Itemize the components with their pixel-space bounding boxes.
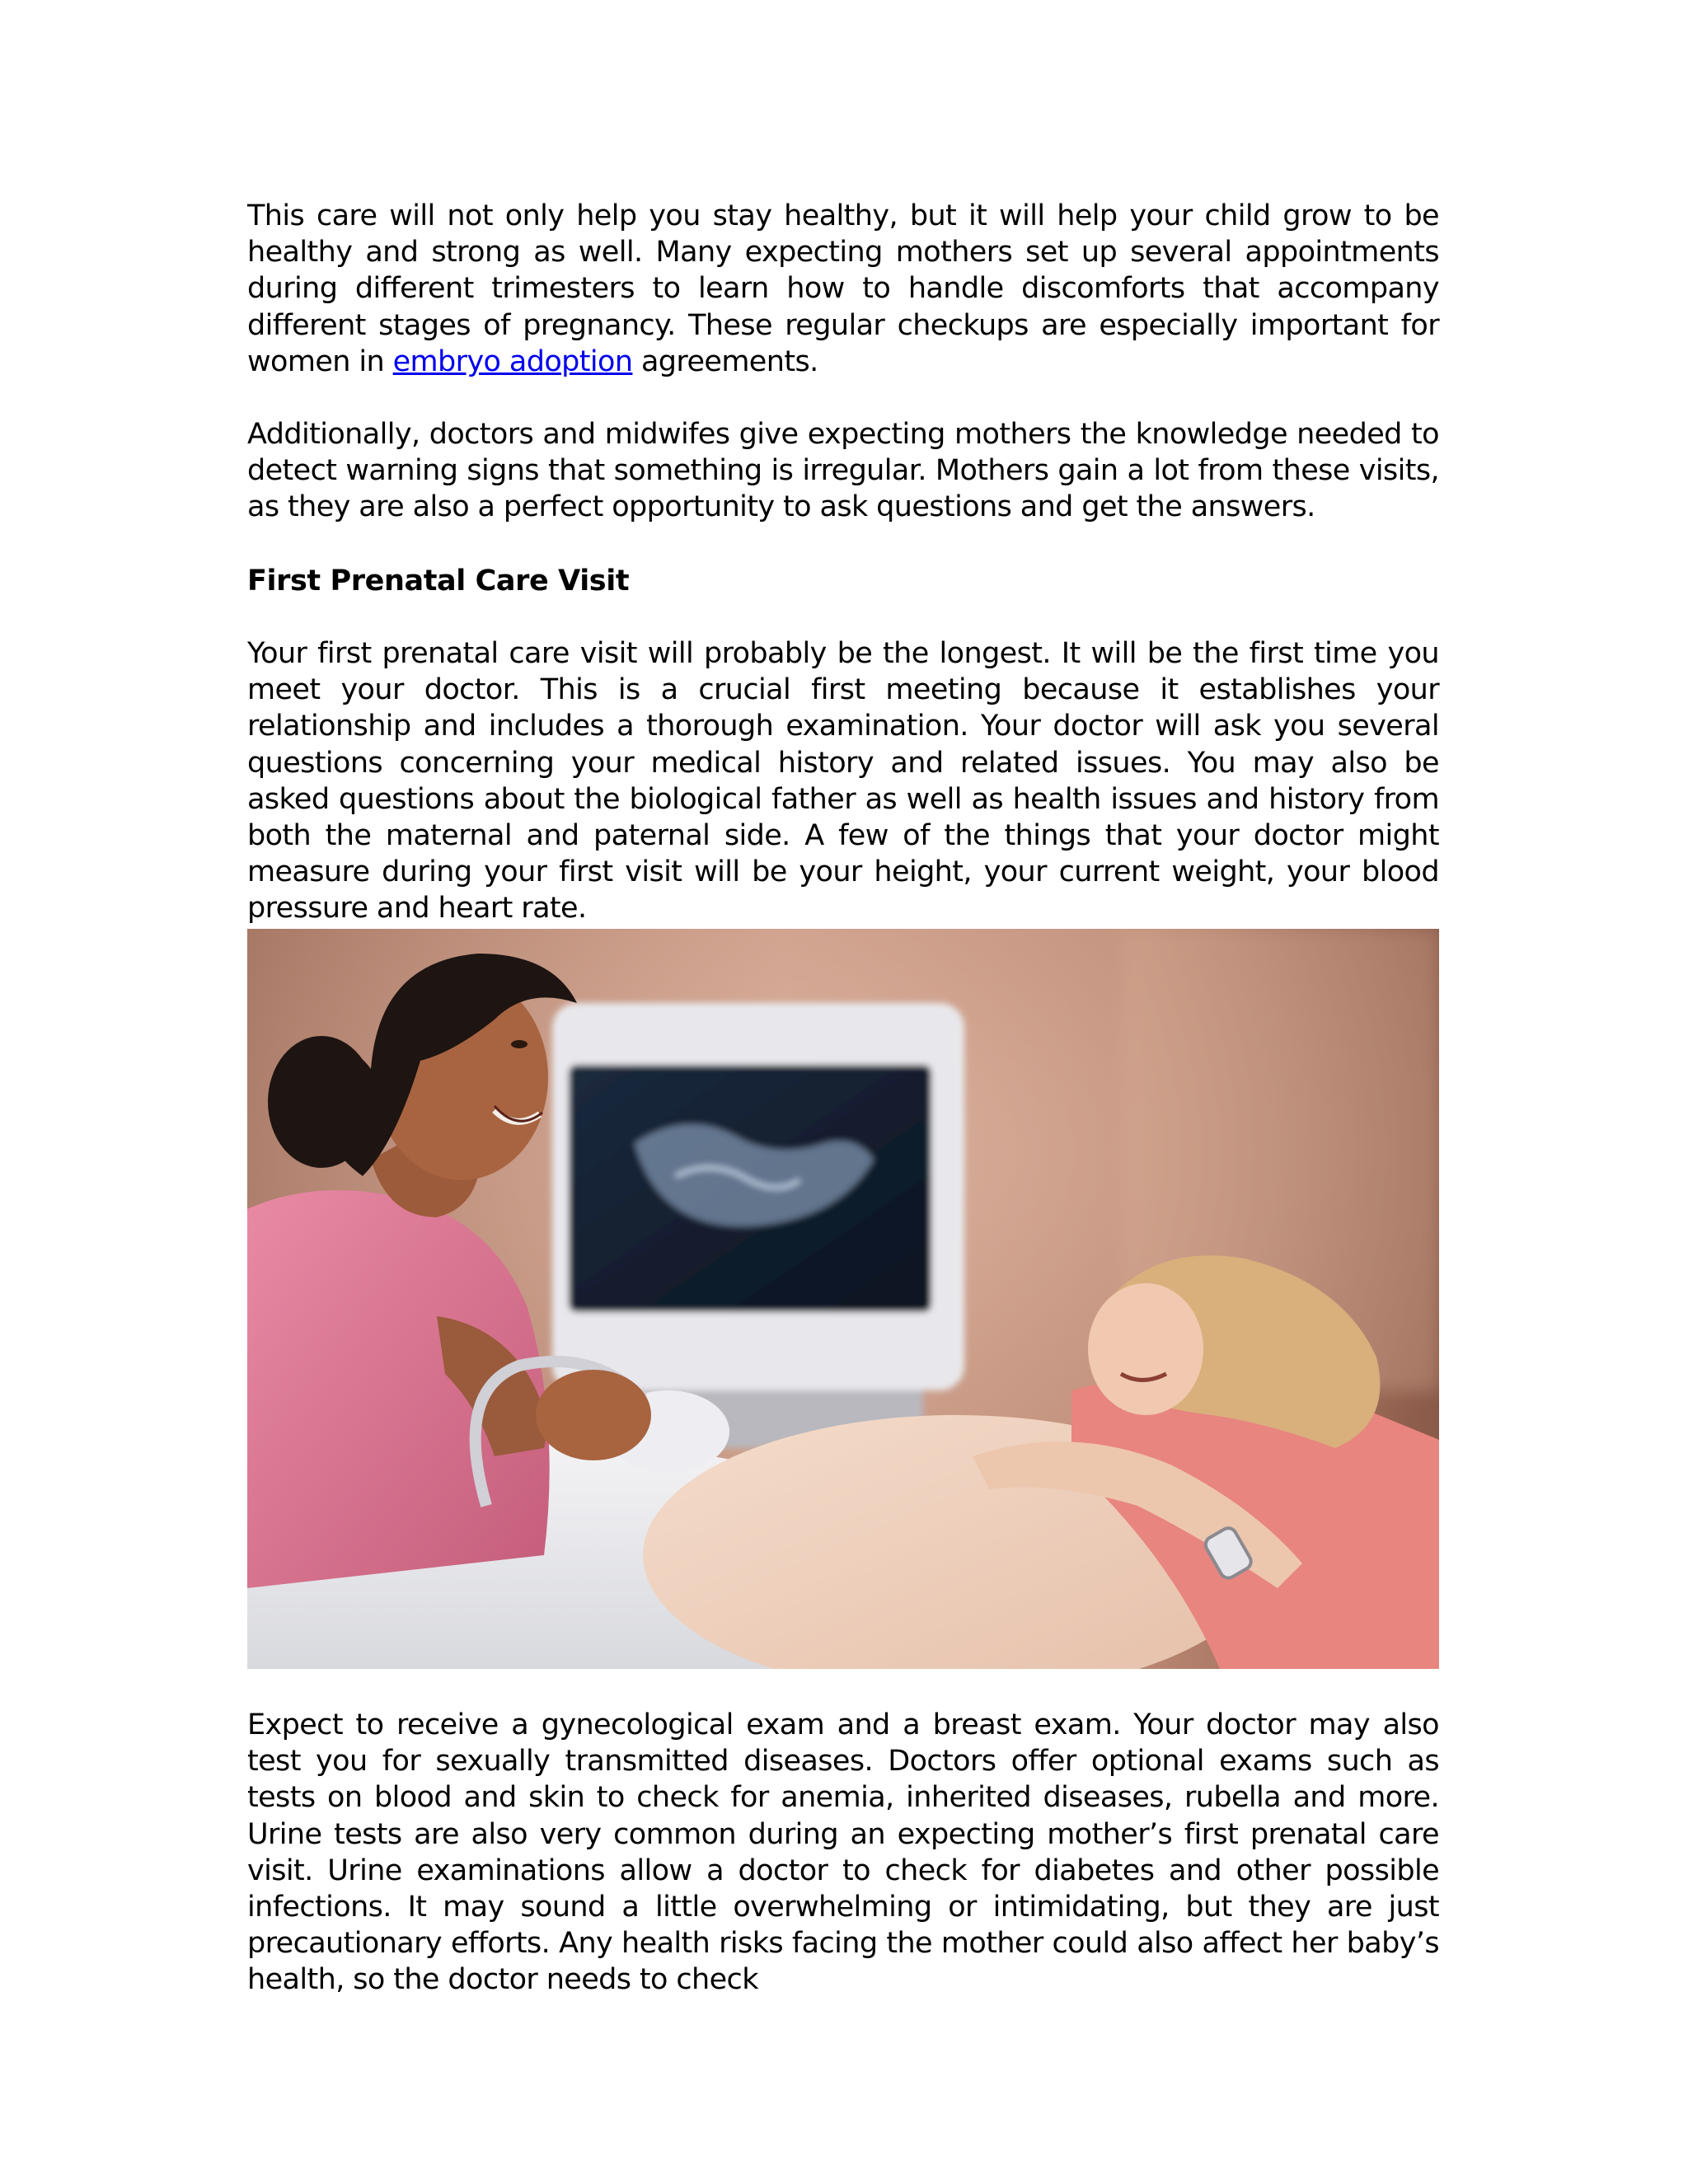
paragraph-exams: Expect to receive a gynecological exam and a breast exam. Your doctor may also test you for sexually transmitted diseases. Doctors offer optional exams such as tests on blood and skin to check for anemia, inherited diseases, rubella and more. Urine tests are also very common during an expecting mother’s first prenatal care visit. Urine examinations allow a doctor to check for diabetes and other possible infections. It may sound a little overwhelming or intimidating, but they are just precautionary efforts. Any health risks facing the mother could also affect her baby’s health, so the doctor needs to check [247,1708,1439,1997]
paragraph-intro-text: This care will not only help you stay healthy, but it will help your child grow to be healthy and strong as well. Many expecting mothers set up several appointments during different trimesters to learn how to handle discomforts that accompany different stages of pregnancy. These regular checkups are especially important for women in [247,199,1439,378]
paragraph-intro-tail: agreements. [632,344,818,378]
paragraph-warning-signs: Additionally, doctors and midwifes give expecting mothers the knowledge needed to detect warning signs that something is irregular. Mothers gain a lot from these visits, as they are also a perfect opportunity to ask questions and get the answers. [247,418,1439,524]
paragraph-first-visit: Your first prenatal care visit will probably be the longest. It will be the first time you meet your doctor. This is a crucial first meeting because it establishes your relationship and includes a thorough examination. Your doctor will ask you several questions concerning your medical history and related issues. You may also be asked questions about the biological father as well as health issues and history from both the maternal and paternal side. A few of the things that your doctor might measure during your first visit will be your height, your current weight, your blood pressure and heart rate. [247,637,1439,926]
section-heading: First Prenatal Care Visit [247,565,630,598]
embryo-adoption-link[interactable]: embryo adoption [392,344,633,378]
ultrasound-photo [247,929,1439,1669]
paragraph-intro [247,198,1439,380]
ultrasound-illustration [247,929,1439,1669]
